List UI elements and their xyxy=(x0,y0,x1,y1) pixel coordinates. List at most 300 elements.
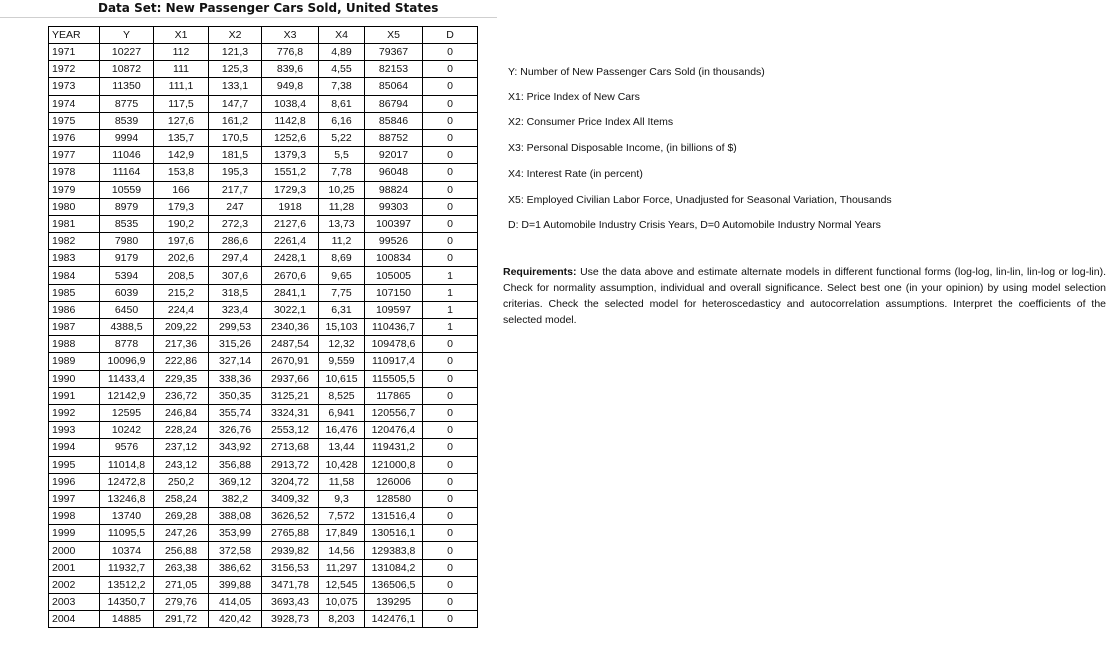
table-cell: 142476,1 xyxy=(365,611,423,628)
table-cell: 1379,3 xyxy=(262,147,319,164)
table-cell: 1 xyxy=(423,319,478,336)
table-cell: 0 xyxy=(423,473,478,490)
table-cell: 161,2 xyxy=(209,112,262,129)
table-cell: 338,36 xyxy=(209,370,262,387)
table-cell: 10,428 xyxy=(319,456,365,473)
table-cell: 14350,7 xyxy=(100,594,154,611)
table-cell: 130516,1 xyxy=(365,525,423,542)
table-cell: 85846 xyxy=(365,112,423,129)
table-cell: 1 xyxy=(423,301,478,318)
table-cell: 10374 xyxy=(100,542,154,559)
table-row xyxy=(49,129,478,146)
table-cell: 11932,7 xyxy=(100,559,154,576)
definition-y: Y: Number of New Passenger Cars Sold (in thousands) xyxy=(508,66,765,78)
table-cell: 9,559 xyxy=(319,353,365,370)
table-cell: 9,65 xyxy=(319,267,365,284)
table-cell: 0 xyxy=(423,370,478,387)
table-cell: 11,297 xyxy=(319,559,365,576)
table-cell: 14,56 xyxy=(319,542,365,559)
table-cell: 2000 xyxy=(49,542,100,559)
table-cell: 1986 xyxy=(49,301,100,318)
table-cell: 100834 xyxy=(365,250,423,267)
table-cell: 131516,4 xyxy=(365,508,423,525)
table-cell: 1992 xyxy=(49,404,100,421)
table-cell: 323,4 xyxy=(209,301,262,318)
table-cell: 131084,2 xyxy=(365,559,423,576)
table-cell: 119431,2 xyxy=(365,439,423,456)
table-cell: 147,7 xyxy=(209,95,262,112)
title-divider xyxy=(0,17,497,18)
table-row xyxy=(49,319,478,336)
table-row xyxy=(49,198,478,215)
table-cell: 135,7 xyxy=(154,129,209,146)
table-cell: 271,05 xyxy=(154,576,209,593)
table-cell: 2127,6 xyxy=(262,215,319,232)
table-cell: 297,4 xyxy=(209,250,262,267)
table-row xyxy=(49,284,478,301)
table-cell: 10242 xyxy=(100,422,154,439)
table-cell: 0 xyxy=(423,576,478,593)
table-cell: 1977 xyxy=(49,147,100,164)
table-cell: 107150 xyxy=(365,284,423,301)
table-cell: 10,615 xyxy=(319,370,365,387)
table-cell: 388,08 xyxy=(209,508,262,525)
table-cell: 98824 xyxy=(365,181,423,198)
table-cell: 128580 xyxy=(365,490,423,507)
table-cell: 13512,2 xyxy=(100,576,154,593)
table-cell: 117865 xyxy=(365,387,423,404)
table-cell: 88752 xyxy=(365,129,423,146)
table-cell: 286,6 xyxy=(209,233,262,250)
table-cell: 1984 xyxy=(49,267,100,284)
table-cell: 0 xyxy=(423,215,478,232)
table-cell: 1993 xyxy=(49,422,100,439)
table-cell: 0 xyxy=(423,387,478,404)
table-cell: 13740 xyxy=(100,508,154,525)
table-cell: 17,849 xyxy=(319,525,365,542)
table-row xyxy=(49,215,478,232)
column-header-year: YEAR xyxy=(49,27,100,44)
table-cell: 2670,6 xyxy=(262,267,319,284)
table-row xyxy=(49,422,478,439)
table-cell: 3125,21 xyxy=(262,387,319,404)
table-row xyxy=(49,250,478,267)
table-row xyxy=(49,44,478,61)
table-cell: 85064 xyxy=(365,78,423,95)
page-title: Data Set: New Passenger Cars Sold, United States xyxy=(98,1,439,15)
table-cell: 1990 xyxy=(49,370,100,387)
table-row xyxy=(49,611,478,628)
table-cell: 12,545 xyxy=(319,576,365,593)
table-cell: 258,24 xyxy=(154,490,209,507)
table-cell: 2939,82 xyxy=(262,542,319,559)
table-cell: 117,5 xyxy=(154,95,209,112)
table-cell: 0 xyxy=(423,525,478,542)
table-row xyxy=(49,353,478,370)
table-cell: 142,9 xyxy=(154,147,209,164)
column-header-d: D xyxy=(423,27,478,44)
table-cell: 11164 xyxy=(100,164,154,181)
table-cell: 11014,8 xyxy=(100,456,154,473)
table-cell: 109597 xyxy=(365,301,423,318)
table-cell: 3928,73 xyxy=(262,611,319,628)
table-cell: 269,28 xyxy=(154,508,209,525)
table-cell: 250,2 xyxy=(154,473,209,490)
table-cell: 2001 xyxy=(49,559,100,576)
table-cell: 353,99 xyxy=(209,525,262,542)
table-cell: 195,3 xyxy=(209,164,262,181)
table-cell: 6450 xyxy=(100,301,154,318)
table-row xyxy=(49,387,478,404)
table-cell: 3324,31 xyxy=(262,404,319,421)
table-cell: 6,16 xyxy=(319,112,365,129)
table-cell: 0 xyxy=(423,233,478,250)
table-cell: 246,84 xyxy=(154,404,209,421)
table-cell: 949,8 xyxy=(262,78,319,95)
table-cell: 7,38 xyxy=(319,78,365,95)
table-cell: 8,525 xyxy=(319,387,365,404)
table-cell: 382,2 xyxy=(209,490,262,507)
table-cell: 12595 xyxy=(100,404,154,421)
table-cell: 0 xyxy=(423,164,478,181)
table-cell: 0 xyxy=(423,129,478,146)
table-cell: 4,55 xyxy=(319,61,365,78)
table-cell: 13246,8 xyxy=(100,490,154,507)
definition-x1: X1: Price Index of New Cars xyxy=(508,91,640,103)
table-cell: 1996 xyxy=(49,473,100,490)
table-cell: 127,6 xyxy=(154,112,209,129)
table-cell: 2428,1 xyxy=(262,250,319,267)
table-cell: 10,25 xyxy=(319,181,365,198)
column-header-x2: X2 xyxy=(209,27,262,44)
requirements-text: Use the data above and estimate alternate models in different functional forms (log-log, lin-lin, lin-log or log-lin). Check for normality assumption, individual and overall significance. Select best one (in your opinion) by using model selection criterias. Check the selected model for heteroscedasticy and autocorrelation assumptions. Interpret the coefficients of the selected model. xyxy=(503,266,1106,326)
table-cell: 0 xyxy=(423,542,478,559)
table-cell: 3204,72 xyxy=(262,473,319,490)
table-cell: 12472,8 xyxy=(100,473,154,490)
table-cell: 1973 xyxy=(49,78,100,95)
table-cell: 2261,4 xyxy=(262,233,319,250)
table-cell: 0 xyxy=(423,147,478,164)
table-cell: 2003 xyxy=(49,594,100,611)
table-row xyxy=(49,490,478,507)
table-cell: 1999 xyxy=(49,525,100,542)
table-cell: 263,38 xyxy=(154,559,209,576)
table-cell: 110917,4 xyxy=(365,353,423,370)
table-cell: 243,12 xyxy=(154,456,209,473)
table-cell: 100397 xyxy=(365,215,423,232)
table-cell: 86794 xyxy=(365,95,423,112)
table-cell: 5,22 xyxy=(319,129,365,146)
table-cell: 0 xyxy=(423,95,478,112)
table-cell: 1974 xyxy=(49,95,100,112)
table-cell: 99526 xyxy=(365,233,423,250)
table-row xyxy=(49,404,478,421)
table-cell: 8775 xyxy=(100,95,154,112)
table-cell: 247 xyxy=(209,198,262,215)
table-cell: 12,32 xyxy=(319,336,365,353)
table-cell: 139295 xyxy=(365,594,423,611)
table-cell: 3626,52 xyxy=(262,508,319,525)
table-cell: 2487,54 xyxy=(262,336,319,353)
table-cell: 1 xyxy=(423,267,478,284)
table-cell: 414,05 xyxy=(209,594,262,611)
table-cell: 3156,53 xyxy=(262,559,319,576)
table-cell: 7,75 xyxy=(319,284,365,301)
table-row xyxy=(49,439,478,456)
table-cell: 11,58 xyxy=(319,473,365,490)
table-row xyxy=(49,267,478,284)
table-row xyxy=(49,525,478,542)
table-cell: 111 xyxy=(154,61,209,78)
data-table xyxy=(48,26,478,628)
table-cell: 326,76 xyxy=(209,422,262,439)
table-cell: 9576 xyxy=(100,439,154,456)
table-cell: 92017 xyxy=(365,147,423,164)
table-cell: 0 xyxy=(423,422,478,439)
table-cell: 0 xyxy=(423,44,478,61)
table-cell: 1980 xyxy=(49,198,100,215)
table-cell: 0 xyxy=(423,594,478,611)
table-cell: 2937,66 xyxy=(262,370,319,387)
table-cell: 1987 xyxy=(49,319,100,336)
table-cell: 11350 xyxy=(100,78,154,95)
table-cell: 1988 xyxy=(49,336,100,353)
table-cell: 2670,91 xyxy=(262,353,319,370)
table-cell: 0 xyxy=(423,61,478,78)
table-cell: 3471,78 xyxy=(262,576,319,593)
table-cell: 343,92 xyxy=(209,439,262,456)
table-cell: 2713,68 xyxy=(262,439,319,456)
table-cell: 179,3 xyxy=(154,198,209,215)
column-header-x4: X4 xyxy=(319,27,365,44)
table-cell: 99303 xyxy=(365,198,423,215)
table-row xyxy=(49,370,478,387)
table-cell: 82153 xyxy=(365,61,423,78)
table-row xyxy=(49,559,478,576)
table-row xyxy=(49,112,478,129)
table-cell: 0 xyxy=(423,78,478,95)
table-cell: 0 xyxy=(423,250,478,267)
table-cell: 126006 xyxy=(365,473,423,490)
table-body xyxy=(49,44,478,628)
table-row xyxy=(49,456,478,473)
table-cell: 16,476 xyxy=(319,422,365,439)
table-cell: 369,12 xyxy=(209,473,262,490)
table-cell: 1038,4 xyxy=(262,95,319,112)
table-cell: 350,35 xyxy=(209,387,262,404)
table-cell: 2340,36 xyxy=(262,319,319,336)
table-cell: 11095,5 xyxy=(100,525,154,542)
table-cell: 14885 xyxy=(100,611,154,628)
table-cell: 237,12 xyxy=(154,439,209,456)
table-cell: 315,26 xyxy=(209,336,262,353)
table-cell: 197,6 xyxy=(154,233,209,250)
definition-d: D: D=1 Automobile Industry Crisis Years, D=0 Automobile Industry Normal Years xyxy=(508,219,881,231)
table-cell: 111,1 xyxy=(154,78,209,95)
table-cell: 4,89 xyxy=(319,44,365,61)
table-cell: 2553,12 xyxy=(262,422,319,439)
table-cell: 153,8 xyxy=(154,164,209,181)
table-cell: 386,62 xyxy=(209,559,262,576)
table-cell: 1142,8 xyxy=(262,112,319,129)
table-cell: 5,5 xyxy=(319,147,365,164)
table-row xyxy=(49,473,478,490)
table-row xyxy=(49,164,478,181)
table-cell: 222,86 xyxy=(154,353,209,370)
table-row xyxy=(49,61,478,78)
table-row xyxy=(49,508,478,525)
definition-x5: X5: Employed Civilian Labor Force, Unadjusted for Seasonal Variation, Thousands xyxy=(508,194,892,206)
table-cell: 272,3 xyxy=(209,215,262,232)
table-cell: 256,88 xyxy=(154,542,209,559)
table-cell: 129383,8 xyxy=(365,542,423,559)
table-cell: 115505,5 xyxy=(365,370,423,387)
table-cell: 121000,8 xyxy=(365,456,423,473)
table-cell: 356,88 xyxy=(209,456,262,473)
table-cell: 1971 xyxy=(49,44,100,61)
table-cell: 372,58 xyxy=(209,542,262,559)
requirements-label: Requirements: xyxy=(503,266,577,278)
table-cell: 8535 xyxy=(100,215,154,232)
table-cell: 228,24 xyxy=(154,422,209,439)
table-cell: 8778 xyxy=(100,336,154,353)
definition-x3: X3: Personal Disposable Income, (in billions of $) xyxy=(508,142,737,154)
table-cell: 6,941 xyxy=(319,404,365,421)
table-cell: 2002 xyxy=(49,576,100,593)
table-row xyxy=(49,147,478,164)
table-cell: 170,5 xyxy=(209,129,262,146)
table-cell: 10559 xyxy=(100,181,154,198)
table-cell: 217,36 xyxy=(154,336,209,353)
table-cell: 0 xyxy=(423,112,478,129)
table-cell: 136506,5 xyxy=(365,576,423,593)
table-cell: 7980 xyxy=(100,233,154,250)
table-cell: 8979 xyxy=(100,198,154,215)
column-header-x1: X1 xyxy=(154,27,209,44)
table-cell: 229,35 xyxy=(154,370,209,387)
table-cell: 96048 xyxy=(365,164,423,181)
table-cell: 110436,7 xyxy=(365,319,423,336)
table-cell: 11433,4 xyxy=(100,370,154,387)
table-cell: 10096,9 xyxy=(100,353,154,370)
table-cell: 1975 xyxy=(49,112,100,129)
table-cell: 1252,6 xyxy=(262,129,319,146)
table-cell: 236,72 xyxy=(154,387,209,404)
table-cell: 279,76 xyxy=(154,594,209,611)
table-cell: 112 xyxy=(154,44,209,61)
table-cell: 0 xyxy=(423,456,478,473)
table-cell: 6039 xyxy=(100,284,154,301)
table-cell: 1983 xyxy=(49,250,100,267)
table-cell: 307,6 xyxy=(209,267,262,284)
table-cell: 1551,2 xyxy=(262,164,319,181)
table-cell: 12142,9 xyxy=(100,387,154,404)
table-row xyxy=(49,542,478,559)
table-cell: 1994 xyxy=(49,439,100,456)
table-cell: 3409,32 xyxy=(262,490,319,507)
table-cell: 1998 xyxy=(49,508,100,525)
table-cell: 2913,72 xyxy=(262,456,319,473)
table-cell: 2004 xyxy=(49,611,100,628)
table-cell: 10227 xyxy=(100,44,154,61)
table-cell: 420,42 xyxy=(209,611,262,628)
table-row xyxy=(49,336,478,353)
table-cell: 0 xyxy=(423,559,478,576)
table-cell: 0 xyxy=(423,353,478,370)
table-cell: 15,103 xyxy=(319,319,365,336)
table-cell: 1918 xyxy=(262,198,319,215)
table-cell: 0 xyxy=(423,404,478,421)
table-cell: 1979 xyxy=(49,181,100,198)
table-cell: 125,3 xyxy=(209,61,262,78)
table-cell: 1981 xyxy=(49,215,100,232)
table-cell: 1 xyxy=(423,284,478,301)
table-row xyxy=(49,233,478,250)
table-cell: 327,14 xyxy=(209,353,262,370)
table-cell: 209,22 xyxy=(154,319,209,336)
table-cell: 224,4 xyxy=(154,301,209,318)
table-cell: 10,075 xyxy=(319,594,365,611)
table-cell: 247,26 xyxy=(154,525,209,542)
table-cell: 0 xyxy=(423,508,478,525)
table-cell: 1972 xyxy=(49,61,100,78)
table-cell: 8,69 xyxy=(319,250,365,267)
table-row xyxy=(49,78,478,95)
table-cell: 1985 xyxy=(49,284,100,301)
table-cell: 120476,4 xyxy=(365,422,423,439)
table-cell: 8539 xyxy=(100,112,154,129)
table-cell: 0 xyxy=(423,611,478,628)
column-header-y: Y xyxy=(100,27,154,44)
table-cell: 121,3 xyxy=(209,44,262,61)
table-cell: 11,2 xyxy=(319,233,365,250)
table-cell: 9,3 xyxy=(319,490,365,507)
table-cell: 355,74 xyxy=(209,404,262,421)
table-cell: 13,73 xyxy=(319,215,365,232)
table-cell: 10872 xyxy=(100,61,154,78)
table-cell: 181,5 xyxy=(209,147,262,164)
table-row xyxy=(49,576,478,593)
column-header-x5: X5 xyxy=(365,27,423,44)
table-cell: 105005 xyxy=(365,267,423,284)
table-cell: 202,6 xyxy=(154,250,209,267)
table-row xyxy=(49,95,478,112)
definition-x4: X4: Interest Rate (in percent) xyxy=(508,168,643,180)
table-cell: 215,2 xyxy=(154,284,209,301)
table-cell: 5394 xyxy=(100,267,154,284)
table-cell: 79367 xyxy=(365,44,423,61)
table-cell: 0 xyxy=(423,490,478,507)
table-cell: 3693,43 xyxy=(262,594,319,611)
table-header-row xyxy=(49,27,478,44)
table-cell: 7,78 xyxy=(319,164,365,181)
table-cell: 291,72 xyxy=(154,611,209,628)
table-cell: 318,5 xyxy=(209,284,262,301)
table-row xyxy=(49,594,478,611)
table-row xyxy=(49,301,478,318)
table-row xyxy=(49,181,478,198)
table-cell: 2841,1 xyxy=(262,284,319,301)
table-cell: 1991 xyxy=(49,387,100,404)
table-cell: 0 xyxy=(423,198,478,215)
table-cell: 9179 xyxy=(100,250,154,267)
table-cell: 8,203 xyxy=(319,611,365,628)
table-cell: 166 xyxy=(154,181,209,198)
table-cell: 0 xyxy=(423,336,478,353)
table-cell: 9994 xyxy=(100,129,154,146)
table-cell: 1729,3 xyxy=(262,181,319,198)
table-cell: 399,88 xyxy=(209,576,262,593)
